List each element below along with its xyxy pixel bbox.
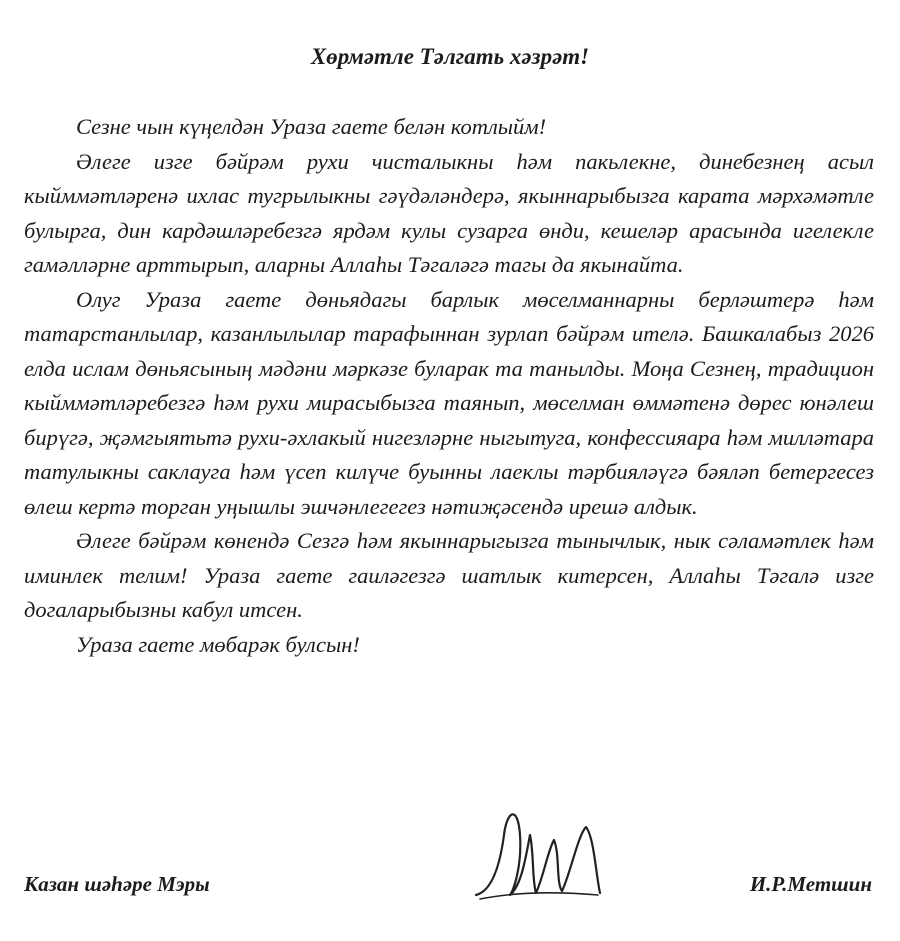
salutation: Хөрмәтле Тәлгать хәзрәт!: [310, 44, 590, 69]
paragraph-wishes: Әлеге бәйрәм көнендә Сезгә һәм якыннарыгызга тынычлык, нык сәламәтлек һәм иминлек телим! Ураза гаете гаиләгезгә шатлык китерсен, Аллаһы Тәгалә изге догаларыбызны кабул итсен.: [24, 528, 874, 622]
paragraph-blessing: Ураза гаете мөбарәк булсын!: [76, 631, 360, 657]
letter-body: [24, 110, 874, 662]
paragraph-holiday-meaning: Әлеге изге бәйрәм рухи чисталыкны һәм пакьлекне, динебезнең асыл кыйммәтләренә ихлас тугрылыкны гәүдәләндерә, якыннарыбызга карата мәрхәмәтле булырга, дин кардәшләребезгә ярдәм кулы сузарга өнди, кешеләр арасында игелекле гамәлләрне арттырып, аларны Аллаһы Тәгаләгә тагы да якынайта.: [24, 148, 874, 277]
paragraph-greeting: Сезне чын күңелдән Ураза гаете белән котлыйм!: [76, 114, 547, 139]
signature-mark: [470, 795, 610, 910]
paragraph-unity: Олуг Ураза гаете дөньядагы барлык мөселманнарны берләштерә һәм татарстанлылар, казанлылылар тарафыннан зурлап бәйрәм ителә. Башкалабыз 2026 елда ислам дөньясының мәдәни мәркәзе буларак та танылды. Моңа Сезнең, традицион кыйммәтләребезгә һәм рухи мирасыбызга таянып, мөселман өммәтенә дөрес юнәлеш бирүгә, җәмгыятьтә рухи-әхлакый нигезләрне ныгытуга, конфессияара һәм милләтара татулыкны саклауга һәм үсеп килүче буынны лаеклы тәрбияләүгә бәяләп бетергесез өлеш кертә торган уңышлы эшчәнлегегез нәтиҗәсендә ирешә алдык.: [24, 286, 874, 519]
sender-title: Казан шәһәре Мэры: [24, 872, 210, 896]
sender-name: И.Р.Метшин: [749, 872, 872, 896]
